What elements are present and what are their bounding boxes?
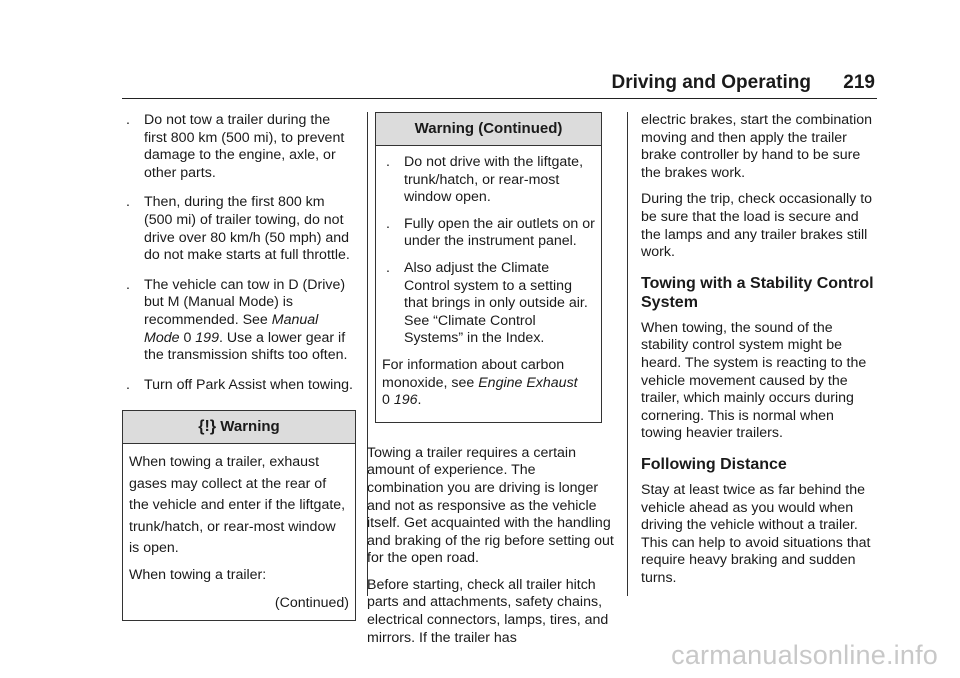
warning-body bbox=[123, 444, 355, 620]
page-ref-icon: 0 bbox=[382, 392, 390, 409]
warning-box bbox=[122, 410, 356, 621]
warning-box-continued bbox=[375, 112, 602, 423]
page-number: 219 bbox=[843, 72, 875, 93]
warning-header: {!} Warning bbox=[123, 411, 355, 444]
paragraph: electric brakes, start the combination moving and then apply the trailer brake controller by hand to be sure the brakes work. bbox=[641, 112, 873, 181]
page-ref-196[interactable]: 196 bbox=[393, 392, 418, 409]
page-header bbox=[122, 70, 877, 99]
paragraph: Towing a trailer requires a certain amount of experience. The combination you are driving is longer and not as responsive as the vehicle itself. Get acquainted with the handling and braking of the rig before setting out for the open road. bbox=[367, 444, 614, 567]
list-item: . Do not drive with the liftgate, trunk/hatch, or rear-most window open. bbox=[386, 154, 584, 206]
column-3 bbox=[641, 112, 877, 596]
paragraph: When towing, the sound of the stability control system might be heard. The system is reacting to the vehicle movement caused by the trailer, which mainly occurs during cornering. This is normal when towing heavier trailers. bbox=[641, 319, 867, 442]
page-ref-199[interactable]: 199 bbox=[195, 329, 219, 346]
list-item: . Do not tow a trailer during the first 800 km (500 mi), to prevent damage to the engine, axle, or other parts. bbox=[126, 112, 345, 181]
manual-mode-link[interactable]: Manual Mode bbox=[144, 311, 319, 346]
section-title: Driving and Operating bbox=[611, 72, 811, 93]
bullet-icon: . bbox=[126, 276, 130, 293]
column-2 bbox=[367, 112, 615, 656]
list-item: . The vehicle can tow in D (Drive) but M (Manual Mode) is recommended. See Manual Mode 0 199. Use a lower gear if the transmission shifts too often. bbox=[126, 276, 348, 364]
heading-following-distance: Following Distance bbox=[641, 455, 787, 473]
bullet-icon: . bbox=[126, 112, 130, 128]
list-item: . Turn off Park Assist when towing. bbox=[126, 376, 353, 393]
bullet-icon: . bbox=[386, 154, 390, 170]
engine-exhaust-link[interactable]: Engine Exhaust bbox=[478, 374, 578, 391]
paragraph: Before starting, check all trailer hitch parts and attachments, safety chains, electrical connectors, lamps, tires, and mirrors. If the trailer has bbox=[367, 576, 609, 646]
list-item: . Fully open the air outlets on or under the instrument panel. bbox=[386, 215, 595, 250]
warning-body bbox=[376, 146, 601, 422]
column-divider-right bbox=[627, 112, 628, 596]
warning-text: When towing a trailer: bbox=[129, 567, 267, 584]
column-1 bbox=[122, 112, 356, 621]
page-ref-icon: 0 bbox=[183, 329, 192, 346]
paragraph: During the trip, check occasionally to be sure that the load is secure and the lamps and any trailer brakes still work. bbox=[641, 191, 873, 261]
paragraph: Stay at least twice as far behind the vehicle ahead as you would when driving the vehicle without a trailer. This can help to avoid situations that require heavy braking and sudden turns. bbox=[641, 481, 871, 586]
heading-stability-control: Towing with a Stability Control System bbox=[641, 274, 874, 311]
continued-label: (Continued) bbox=[274, 594, 349, 611]
bullet-icon: . bbox=[126, 376, 130, 393]
bullet-icon: . bbox=[126, 194, 130, 211]
list-item: . Also adjust the Climate Control system to a setting that brings in only outside air. See “Climate Control Systems” in the Index. bbox=[386, 259, 588, 347]
body-text-block bbox=[367, 445, 615, 648]
bullet-icon: . bbox=[386, 215, 390, 232]
watermark: carmanualsonline.info bbox=[671, 640, 938, 670]
warning-header: Warning (Continued) bbox=[376, 113, 601, 146]
warning-info: For information about carbon monoxide, see Engine Exhaust 0 196. bbox=[382, 356, 578, 409]
warning-icon: {!} bbox=[198, 418, 217, 436]
bullet-icon: . bbox=[386, 259, 390, 276]
list-item: . Then, during the first 800 km (500 mi) of trailer towing, do not drive over 80 km/h (50 mph) and do not make starts at full throttle. bbox=[126, 194, 350, 264]
warning-text: When towing a trailer, exhaust gases may collect at the rear of the vehicle and enter if the liftgate, trunk/hatch, or rear-most window is open. bbox=[129, 454, 346, 556]
